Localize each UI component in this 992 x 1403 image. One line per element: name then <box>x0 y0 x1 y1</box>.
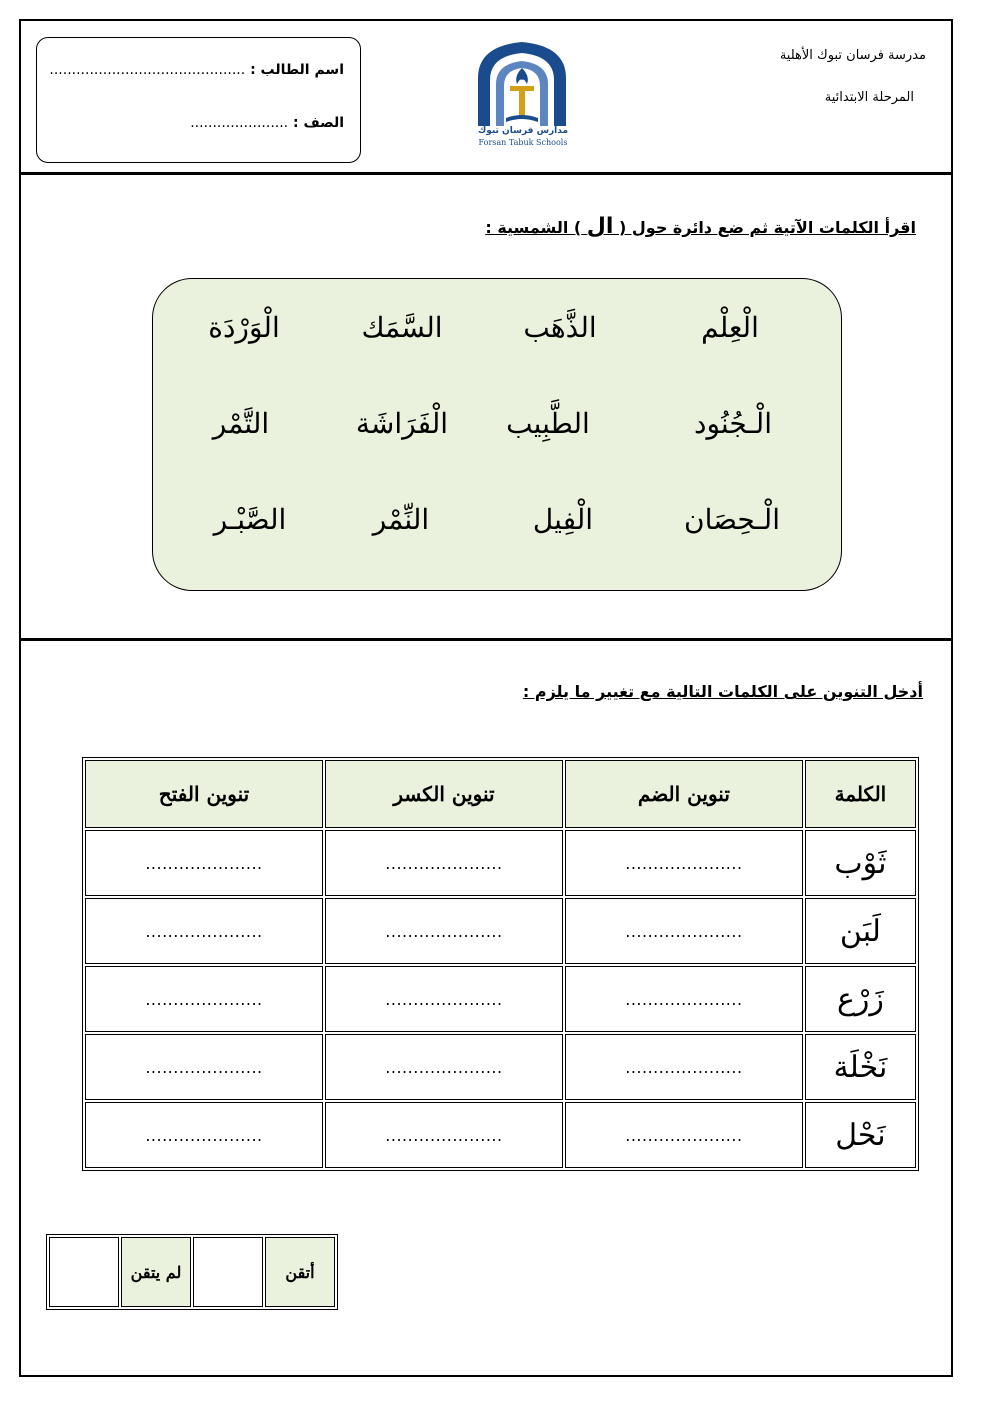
section1-instruction-al: ال <box>586 214 614 239</box>
table-row <box>85 830 916 896</box>
word-item[interactable]: الْفِيل <box>532 503 594 536</box>
mastered-label: أتقن <box>265 1237 335 1307</box>
section1-instruction-part2: ) الشمسية : <box>485 218 582 237</box>
class-field[interactable] <box>190 115 344 131</box>
word-item[interactable]: الطَّبِيب <box>506 407 590 440</box>
answer-blank[interactable]: ..................... <box>565 1102 803 1168</box>
table-row <box>85 966 916 1032</box>
word-cell: لَبَن <box>805 898 916 964</box>
evaluation-table <box>46 1234 338 1310</box>
word-item[interactable]: النِّمْر <box>372 503 430 536</box>
student-name-label: اسم الطالب : <box>250 62 344 78</box>
word-item[interactable]: الْوَرْدَة <box>208 311 280 344</box>
answer-blank[interactable]: ..................... <box>85 1102 323 1168</box>
section1-instruction-part1: اقرأ الكلمات الآتية ثم ضع دائرة حول ( <box>619 218 916 237</box>
header-tanween-fath: تنوين الفتح <box>85 760 323 828</box>
answer-blank[interactable]: ..................... <box>325 1034 563 1100</box>
table-row <box>85 1102 916 1168</box>
word-item[interactable]: الذَّهَب <box>523 311 597 344</box>
word-item[interactable]: الْـجُنُود <box>694 407 772 440</box>
word-cell: ثَوْب <box>805 830 916 896</box>
section2-instruction: أدخل التنوين على الكلمات التالية مع تغيير ما يلزم : <box>522 682 923 701</box>
answer-blank[interactable]: ..................... <box>85 966 323 1032</box>
logo-caption-english: Forsan Tabuk Schools <box>478 138 568 147</box>
school-stage: المرحلة الابتدائية <box>824 90 914 105</box>
school-logo-icon <box>470 38 574 130</box>
word-item[interactable]: السَّمَك <box>361 311 443 344</box>
header-tanween-kasr: تنوين الكسر <box>325 760 563 828</box>
answer-blank[interactable]: ..................... <box>85 898 323 964</box>
not-mastered-label: لم يتقن <box>121 1237 191 1307</box>
header-divider <box>19 172 953 175</box>
answer-blank[interactable]: ..................... <box>85 1034 323 1100</box>
class-label: الصف : <box>293 115 344 131</box>
class-blank[interactable]: ...................... <box>190 115 289 131</box>
student-info-box <box>36 37 361 163</box>
word-item[interactable]: الْـحِصَان <box>684 503 780 536</box>
word-item[interactable]: الصَّبْـر <box>213 503 287 536</box>
answer-blank[interactable]: ..................... <box>325 966 563 1032</box>
table-row <box>85 1034 916 1100</box>
word-item[interactable]: الْفَرَاشَة <box>355 407 449 440</box>
section-divider <box>19 638 953 641</box>
word-cell: نَحْل <box>805 1102 916 1168</box>
answer-blank[interactable]: ..................... <box>565 966 803 1032</box>
answer-blank[interactable]: ..................... <box>565 830 803 896</box>
words-box <box>152 278 842 591</box>
header-word: الكلمة <box>805 760 916 828</box>
word-item[interactable]: الْعِلْم <box>701 311 759 344</box>
answer-blank[interactable]: ..................... <box>565 898 803 964</box>
answer-blank[interactable]: ..................... <box>565 1034 803 1100</box>
answer-blank[interactable]: ..................... <box>325 1102 563 1168</box>
student-name-field[interactable] <box>49 62 344 78</box>
not-mastered-checkbox[interactable] <box>49 1237 119 1307</box>
answer-blank[interactable]: ..................... <box>325 898 563 964</box>
header-tanween-damm: تنوين الضم <box>565 760 803 828</box>
section1-instruction <box>485 214 916 239</box>
word-cell: زَرْع <box>805 966 916 1032</box>
word-item[interactable]: التَّمْر <box>212 407 270 440</box>
mastered-checkbox[interactable] <box>193 1237 263 1307</box>
table-header-row <box>85 760 916 828</box>
student-name-blank[interactable]: ............................................ <box>49 62 246 78</box>
tanween-table <box>82 757 919 1171</box>
word-cell: نَخْلَة <box>805 1034 916 1100</box>
school-name: مدرسة فرسان تبوك الأهلية <box>779 48 926 63</box>
logo-caption-arabic: مدارس فرسان تبوك <box>477 126 569 136</box>
table-row <box>85 898 916 964</box>
answer-blank[interactable]: ..................... <box>85 830 323 896</box>
evaluation-row <box>49 1237 335 1307</box>
answer-blank[interactable]: ..................... <box>325 830 563 896</box>
